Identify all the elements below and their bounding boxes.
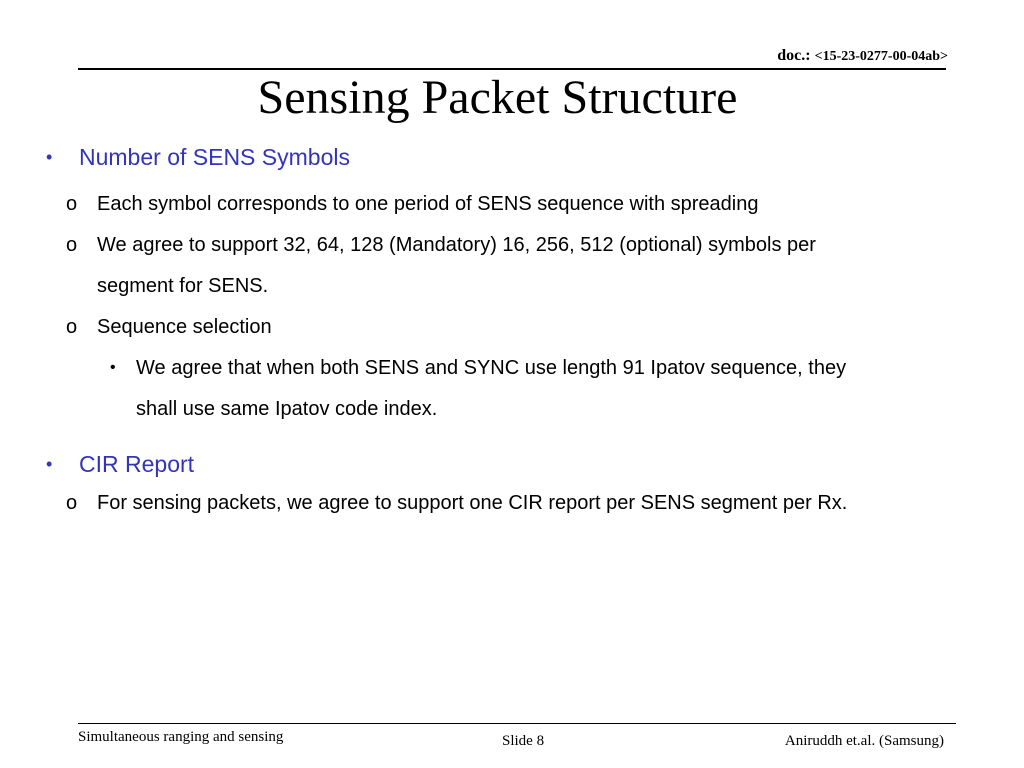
bottom-rule [78, 723, 956, 724]
bullet-circle: o [66, 492, 78, 514]
doc-label: doc.: [777, 47, 811, 64]
bullet-circle: o [66, 234, 78, 256]
footer-right: Aniruddh et.al. (Samsung) [784, 733, 944, 749]
bullet-circle: o [66, 193, 78, 215]
doc-number: <15-23-0277-00-04ab> [814, 49, 948, 64]
bullet-dot: • [46, 454, 53, 474]
bullet-dot: • [46, 147, 53, 167]
footer-left: Simultaneous ranging and sensing [78, 729, 284, 745]
page-title: Sensing Packet Structure [257, 71, 738, 124]
bullet-dot: • [110, 359, 116, 376]
bullet-circle: o [66, 316, 78, 338]
doc-id [777, 47, 948, 65]
slide-number: Slide 8 [502, 733, 545, 749]
